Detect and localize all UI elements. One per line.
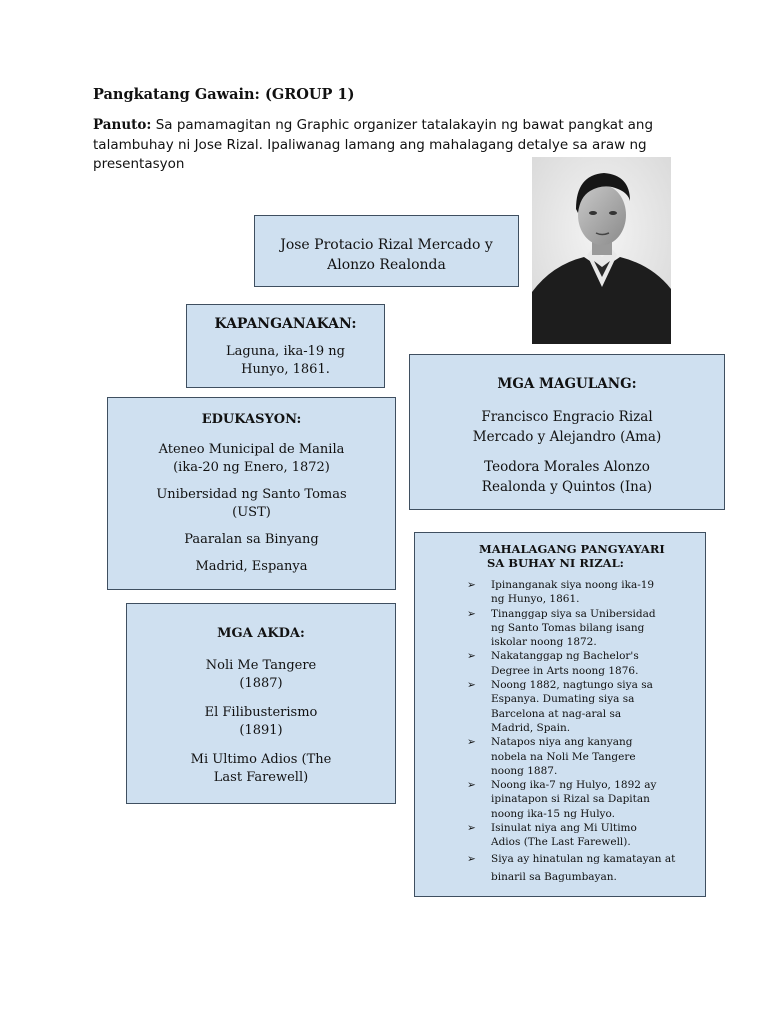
event-item — [427, 735, 693, 778]
birth-title: KAPANGANAKAN: — [214, 316, 357, 332]
instruction-label: Panuto: — [93, 117, 152, 133]
event-text-line: Madrid, Spain. — [491, 721, 571, 734]
event-text-line: Siya ay hinatulan ng kamatayan at — [491, 852, 676, 865]
event-text-line: iskolar noong 1872. — [491, 636, 597, 649]
arrow-bullet-icon: ➢ — [467, 852, 476, 865]
event-text-line: Noong ika-7 ng Hulyo, 1892 ay — [491, 779, 657, 792]
event-text-line: Noong 1882, nagtungo siya sa — [491, 679, 653, 692]
work-item: Mi Ultimo Adios (The Last Farewell) — [190, 752, 332, 785]
event-text-line: Ipinanganak siya noong ika-19 — [491, 579, 655, 591]
arrow-bullet-icon: ➢ — [467, 736, 476, 749]
event-item — [427, 778, 693, 821]
event-text-line: Adios (The Last Farewell). — [491, 836, 631, 849]
event-text-line: ipinatapon si Rizal sa Dapitan — [491, 793, 650, 806]
arrow-bullet-icon: ➢ — [467, 650, 476, 663]
birth-line2: Hunyo, 1861. — [241, 362, 330, 377]
page-title: Pangkatang Gawain: (GROUP 1) — [93, 86, 355, 103]
work-item: El Filibusterismo (1891) — [204, 705, 318, 738]
father-name: Francisco Engracio Rizal Mercado y Alejandro (Ama) — [472, 409, 662, 445]
events-title: MAHALAGANG PANGYAYARI SA BUHAY NI RIZAL: — [479, 542, 665, 570]
education-item: Ateneo Municipal de Manila (ika-20 ng Enero, 1872) — [158, 442, 345, 475]
event-text-line: Nakatanggap ng Bachelor's — [491, 650, 639, 663]
full-name-box — [254, 215, 519, 287]
instruction-text: Sa pamamagitan ng Graphic organizer tatalakayin ng bawat pangkat ang talambuhay ni Jose Rizal. Ipaliwanag lamang ang mahalagang detalye sa araw ng presentasyon — [93, 117, 654, 172]
arrow-bullet-icon: ➢ — [467, 779, 476, 792]
birth-line1: Laguna, ika-19 ng — [225, 344, 345, 359]
birth-box — [186, 304, 385, 388]
work-item: Noli Me Tangere (1887) — [205, 658, 317, 691]
event-text-line: Espanya. Dumating siya sa — [491, 693, 635, 706]
parents-box — [409, 354, 725, 510]
full-name-line1: Jose Protacio Rizal Mercado y — [280, 237, 493, 253]
arrow-bullet-icon: ➢ — [467, 607, 476, 620]
arrow-bullet-icon: ➢ — [467, 822, 476, 835]
education-title: EDUKASYON: — [201, 412, 302, 427]
event-item — [427, 607, 693, 650]
portrait-photo — [532, 157, 671, 344]
education-item: Unibersidad ng Santo Tomas (UST) — [156, 487, 347, 520]
works-box — [126, 603, 396, 804]
event-text-line: Degree in Arts noong 1876. — [491, 664, 639, 677]
parents-title: MGA MAGULANG: — [497, 376, 637, 392]
full-name-line2: Alonzo Realonda — [327, 257, 446, 273]
event-text-line: noong 1887. — [491, 764, 558, 777]
event-text-line: Natapos niya ang kanyang — [491, 736, 633, 749]
event-item — [427, 649, 693, 678]
arrow-bullet-icon: ➢ — [467, 679, 476, 692]
mother-name: Teodora Morales Alonzo Realonda y Quintos (Ina) — [481, 459, 653, 495]
event-text-line: binaril sa Bagumbayan. — [491, 870, 617, 883]
event-text-line: Barcelona at nag-aral sa — [491, 707, 622, 720]
education-box — [107, 397, 396, 590]
works-title: MGA AKDA: — [217, 626, 305, 641]
events-list — [427, 578, 693, 886]
event-item — [427, 678, 693, 735]
event-text-line: noong ika-15 ng Hulyo. — [491, 807, 615, 820]
education-item: Paaralan sa Binyang — [184, 532, 319, 547]
event-text-line: ng Santo Tomas bilang isang — [491, 621, 645, 634]
event-text-line: ng Hunyo, 1861. — [491, 593, 580, 606]
events-box — [414, 532, 706, 897]
event-item — [427, 821, 693, 850]
event-text-line: Tinanggap siya sa Unibersidad — [491, 607, 656, 620]
event-item — [427, 578, 693, 607]
event-text-line: nobela na Noli Me Tangere — [491, 750, 636, 763]
event-item — [427, 850, 693, 886]
arrow-bullet-icon: ➢ — [467, 579, 476, 591]
education-item: Madrid, Espanya — [195, 559, 308, 574]
event-text-line: Isinulat niya ang Mi Ultimo — [491, 822, 637, 835]
